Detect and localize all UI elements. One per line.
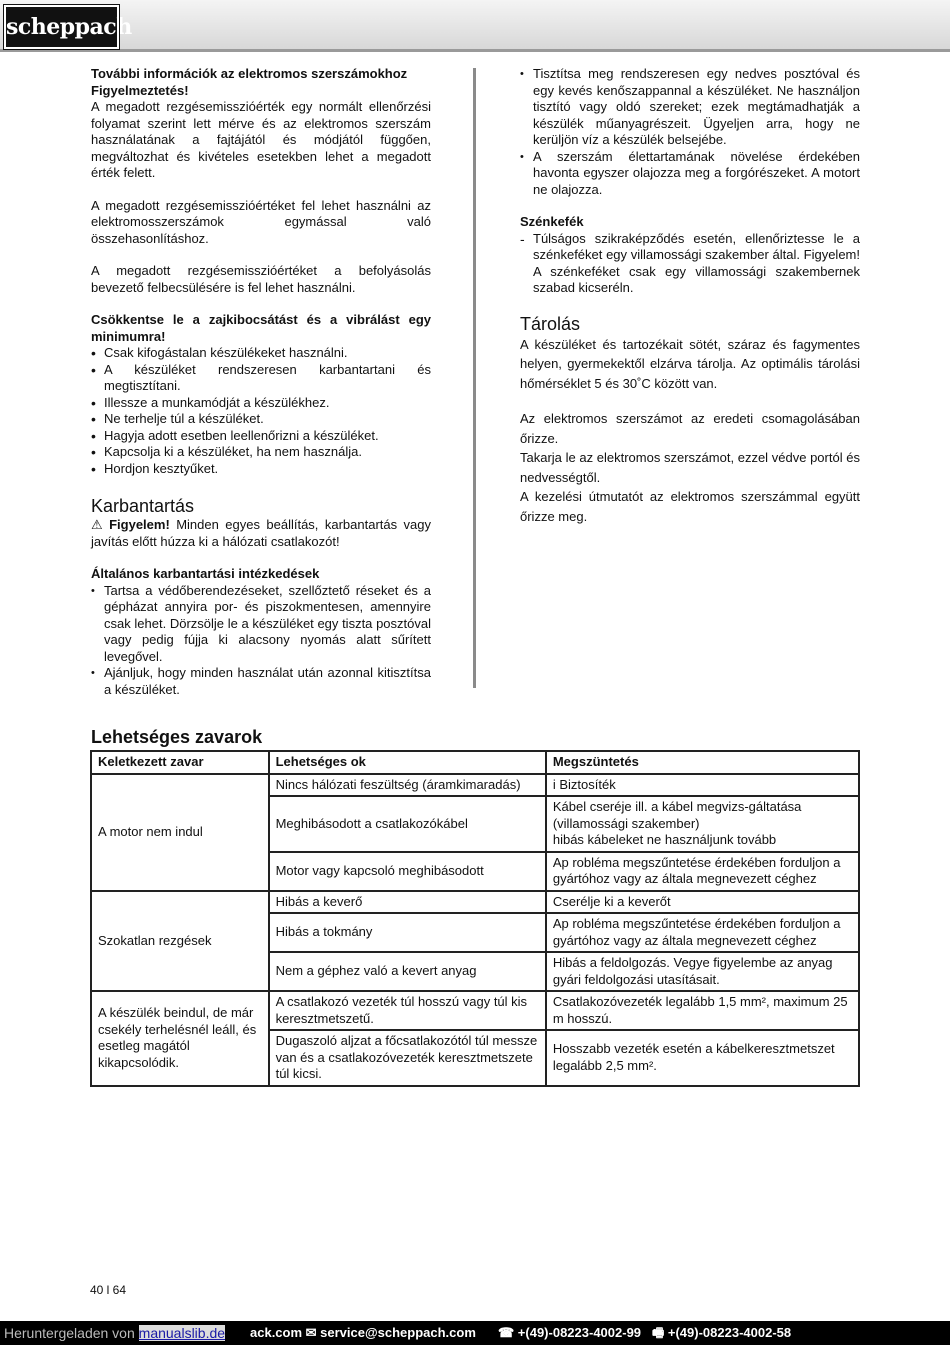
fix-cell: Csatlakozóvezeték legalább 1,5 mm², maximum 25 m hosszú. — [546, 991, 859, 1030]
table-row — [91, 774, 859, 797]
list-item: • Illessze a munkamódját a készülékhez. — [91, 395, 431, 412]
column-header: Megszüntetés — [546, 751, 859, 774]
list-item: • Tisztítsa meg rendszeresen egy nedves posztóval és egy kevés kenőszappannal a készüléket. Ne használjon tisztító vagy oldó szereket; ezek megtámadhatják a készülék műanyagrészeit. Ügyeljen arra, hogy ne kerüljön víz a készülék belsejébe. — [520, 66, 860, 149]
download-footer — [0, 1321, 950, 1345]
storage-text — [520, 335, 860, 527]
list-item: • Kapcsolja ki a készüléket, ha nem használja. — [91, 444, 431, 461]
scheppach-logo: scheppach — [4, 5, 119, 49]
cause-cell: A csatlakozó vezeték túl hosszú vagy túl kis keresztmetszetű. — [269, 991, 546, 1030]
header-bar — [0, 0, 950, 52]
faults-title: Lehetséges zavarok — [91, 727, 263, 747]
info-heading: További információk az elektromos szerszámokhoz — [91, 66, 408, 81]
fix-cell: Hibás a feldolgozás. Vegye figyelembe az anyag gyári feldolgozási utasításait. — [546, 952, 859, 991]
fault-cell: A motor nem indul — [91, 774, 269, 891]
phone-number: ☎ +(49)-08223-4002-99 — [498, 1325, 642, 1340]
cause-cell: Hibás a keverő — [269, 891, 546, 914]
list-item: • Csak kifogástalan készülékeket használni. — [91, 345, 431, 362]
download-notice — [4, 1322, 225, 1344]
fix-cell: i Biztosíték — [546, 774, 859, 797]
general-maintenance-list — [91, 583, 431, 699]
list-item: • Tartsa a védőberendezéseket, szellőztető réseket és a gépházat annyira por- és piszokmentesen, amennyire csak lehet. Dörzsölje le a készüléket egy tiszta posztóval vagy pedig fújja ki alacsony nyomás alatt sűrített levegővel. — [91, 583, 431, 666]
maintenance-heading: Karbantartás — [91, 496, 195, 516]
fix-cell: Kábel cseréje ill. a kábel megvizs-gáltatása (villamossági szakember) hibás kábeleket ne használjunk tovább — [546, 796, 859, 852]
vibration-paragraph-1: A megadott rezgésemisszióérték egy normált ellenőrzési folyamat szerint lett mérve és az elektromos szerszám használatának a fajtájától és módjától függően, megváltozhat és kivételes esetekben lehet a megadott érték felett. — [91, 99, 431, 180]
list-item: • A szerszám élettartamának növelése érdekében havonta egyszer olajozza meg a forgórészeket. A motort ne olajozza. — [520, 149, 860, 199]
attention-paragraph — [91, 517, 431, 550]
fault-cell: Szokatlan rezgések — [91, 891, 269, 992]
cause-cell: Dugaszoló aljzat a főcsatlakozótól túl messze van és a csatlakozóvezeték keresztmetszete túl kicsi. — [269, 1030, 546, 1086]
column-header: Keletkezett zavar — [91, 751, 269, 774]
fix-cell: Ap robléma megszűntetése érdekében forduljon a gyártóhoz vagy az általa megnevezett céghez — [546, 852, 859, 891]
reduce-list — [91, 345, 431, 477]
cause-cell: Nincs hálózati feszültség (áramkimaradás) — [269, 774, 546, 797]
vibration-paragraph-2: A megadott rezgésemisszióértéket fel lehet használni az elektromosszerszámok egymással való összehasonlításhoz. — [91, 197, 431, 246]
column-header: Lehetséges ok — [269, 751, 546, 774]
general-maintenance-heading: Általános karbantartási intézkedések — [91, 566, 320, 581]
fix-cell: Ap robléma megszűntetése érdekében forduljon a gyártóhoz vagy az általa megnevezett céghez — [546, 913, 859, 952]
storage-paragraph-4: A kezelési útmutatót az elektromos szerszámmal együtt őrizze meg. — [520, 489, 860, 524]
cause-cell: Hibás a tokmány — [269, 913, 546, 952]
storage-paragraph-2: Az elektromos szerszámot az eredeti csomagolásában őrizze. — [520, 411, 860, 446]
warning-label: Figyelmeztetés! — [91, 82, 189, 98]
contact-email: ack.com ✉ service@scheppach.com — [250, 1325, 476, 1340]
warning-triangle-icon: ⚠ — [91, 517, 103, 532]
left-column — [91, 66, 431, 698]
reduce-heading: Csökkentse le a zajkibocsátást és a vibrálást egy minimumra! — [91, 312, 431, 344]
column-divider — [473, 68, 476, 688]
attention-text: Minden egyes beállítás, karbantartás vagy javítás előtt húzza ki a hálózati csatlakozót! — [91, 517, 431, 549]
list-item: • Hordjon kesztyűket. — [91, 461, 431, 478]
table-row — [91, 991, 859, 1030]
cause-cell: Motor vagy kapcsoló meghibásodott — [269, 852, 546, 891]
vibration-paragraph-3: A megadott rezgésemisszióértéket a befolyásolás bevezető felbecsülésére is fel lehet használni. — [91, 263, 431, 295]
attention-label: Figyelem! — [109, 517, 170, 532]
cause-cell: Meghibásodott a csatlakozókábel — [269, 796, 546, 852]
fax-number: 🖷 +(49)-08223-4002-58 — [652, 1325, 792, 1340]
list-item: • Ajánljuk, hogy minden használat után azonnal kitisztítsa a készüléket. — [91, 665, 431, 698]
manualslib-link[interactable]: manualslib.de — [138, 1325, 226, 1341]
fix-cell: Hosszabb vezeték esetén a kábelkeresztmetszet legalább 2,5 mm². — [546, 1030, 859, 1086]
storage-paragraph-1: A készüléket és tartozékait sötét, száraz és fagymentes helyen, gyermekektől elzárva tárolja. Az optimális tárolási hőmérséklet 5 és 30˚C között van. — [520, 336, 860, 391]
carbon-brushes-heading: Szénkefék — [520, 214, 584, 229]
table-row — [91, 891, 859, 914]
page-number: 40 l 64 — [90, 1283, 127, 1297]
list-item: • Hagyja adott esetben leellenőrizni a készüléket. — [91, 428, 431, 445]
faults-table — [90, 750, 860, 1087]
carbon-brushes-list — [520, 231, 860, 297]
right-column — [520, 66, 860, 526]
fault-cell: A készülék beindul, de már csekély terhelésnél leáll, és esetleg magától kikapcsolódik. — [91, 991, 269, 1086]
fix-cell: Cserélje ki a keverőt — [546, 891, 859, 914]
cleaning-list — [520, 66, 860, 198]
list-item: - Túlságos szikraképződés esetén, ellenőriztesse le a szénkeféket egy villamossági szakember által. Figyelem! A szénkeféket csak egy villamossági szakembernek szabad kicseréln. — [520, 231, 860, 297]
storage-paragraph-3: Takarja le az elektromos szerszámot, ezzel védve portól és nedvességtől. — [520, 450, 860, 485]
download-text: Heruntergeladen von — [4, 1325, 139, 1341]
cause-cell: Nem a géphez való a kevert anyag — [269, 952, 546, 991]
storage-heading: Tárolás — [520, 313, 581, 334]
list-item: • Ne terhelje túl a készüléket. — [91, 411, 431, 428]
list-item: • A készüléket rendszeresen karbantartani és megtisztítani. — [91, 362, 431, 395]
table-header-row — [91, 751, 859, 774]
